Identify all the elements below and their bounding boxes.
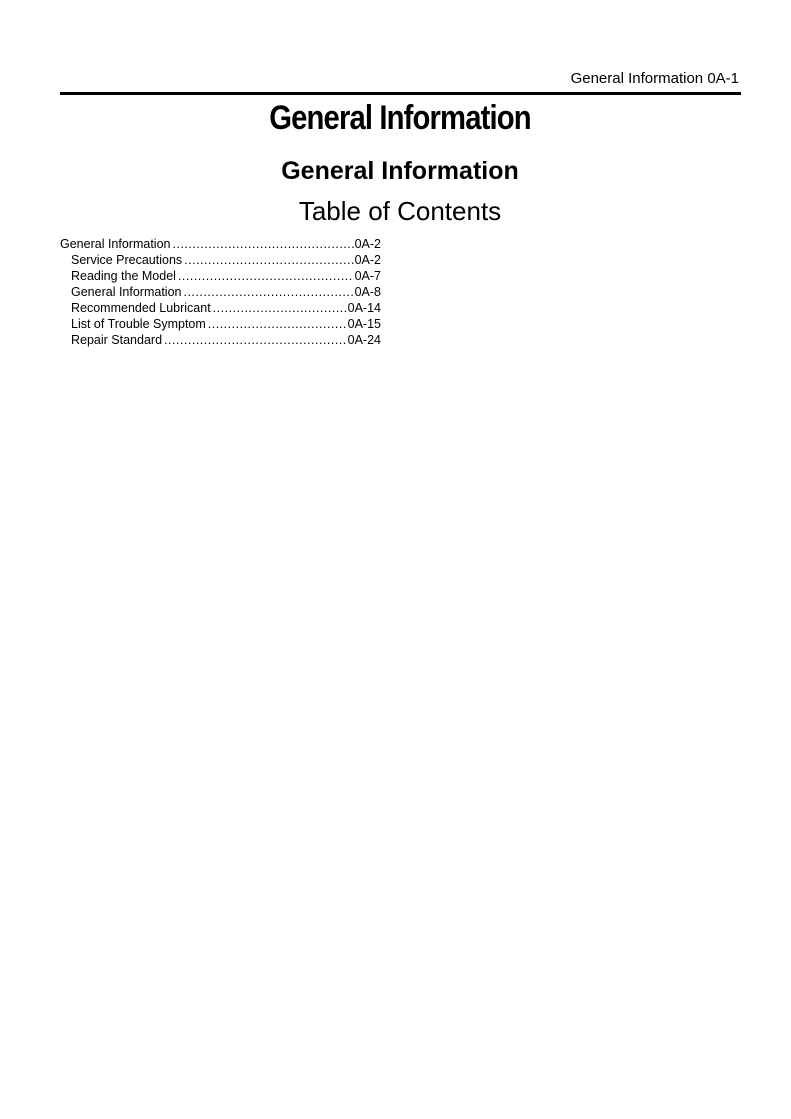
toc-entry-page: 0A-14 xyxy=(347,301,381,315)
section-subtitle: General Information xyxy=(281,157,519,185)
page-title: General Information xyxy=(269,99,531,137)
toc-entry-page: 0A-2 xyxy=(354,253,381,267)
toc-entry[interactable] xyxy=(60,284,381,300)
toc-entry-label: Repair Standard xyxy=(71,333,163,347)
running-header: General Information 0A-1 xyxy=(570,70,739,87)
toc-dot-leader xyxy=(178,268,354,284)
toc-entry-label: General Information xyxy=(71,285,182,299)
toc-entry-page: 0A-2 xyxy=(354,237,381,251)
toc-entry-page: 0A-24 xyxy=(347,333,381,347)
toc-entry-page: 0A-7 xyxy=(354,269,381,283)
toc-entry-label: List of Trouble Symptom xyxy=(71,317,206,331)
toc-dot-leader xyxy=(213,300,347,316)
toc-entry[interactable] xyxy=(60,268,381,284)
toc-dot-leader xyxy=(184,252,353,268)
toc-entry-label: Service Precautions xyxy=(71,253,183,267)
toc-entry-page: 0A-8 xyxy=(354,285,381,299)
toc-entry-label: General Information xyxy=(60,237,171,251)
toc-entry[interactable] xyxy=(60,332,381,348)
toc-entry-label: Reading the Model xyxy=(71,269,176,283)
toc-entry[interactable] xyxy=(60,252,381,268)
toc-dot-leader xyxy=(183,284,353,300)
toc-entry[interactable] xyxy=(60,300,381,316)
toc-dot-leader xyxy=(172,236,353,252)
toc-entry-page: 0A-15 xyxy=(347,317,381,331)
toc-heading: Table of Contents xyxy=(298,196,502,226)
toc-entry[interactable] xyxy=(60,236,381,252)
toc-entry[interactable] xyxy=(60,316,381,332)
toc-dot-leader xyxy=(208,316,347,332)
header-divider xyxy=(60,92,741,95)
table-of-contents xyxy=(60,236,381,348)
toc-dot-leader xyxy=(164,332,347,348)
toc-entry-label: Recommended Lubricant xyxy=(71,301,211,315)
